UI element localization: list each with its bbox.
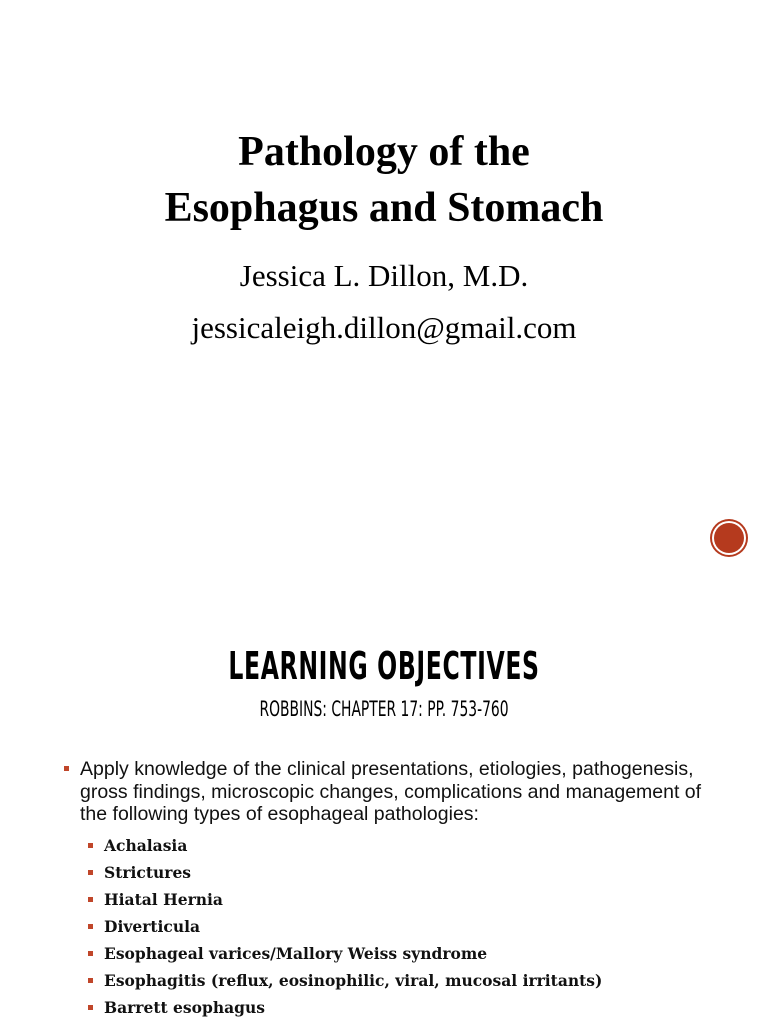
- topic-label: Esophageal varices/Mallory Weiss syndrome: [104, 943, 488, 963]
- list-item: [60, 967, 720, 994]
- topic-label: Diverticula: [104, 916, 201, 936]
- list-item: [60, 940, 720, 967]
- topic-label: Achalasia: [104, 835, 188, 855]
- objectives-subheading: ROBBINS: CHAPTER 17: PP. 753-760: [259, 697, 509, 721]
- square-bullet-icon: [88, 924, 93, 929]
- square-bullet-icon: [88, 843, 93, 848]
- square-bullet-icon: [88, 1005, 93, 1010]
- author-block: [0, 250, 768, 354]
- author-name: Jessica L. Dillon, M.D.: [239, 258, 529, 293]
- square-bullet-icon: [88, 897, 93, 902]
- list-item: [60, 913, 720, 940]
- square-bullet-icon: [88, 951, 93, 956]
- objective-text: Apply knowledge of the clinical presentations, etiologies, pathogenesis, gross findings, microscopic changes, complications and management of the following types of esophageal pathologies:: [80, 758, 702, 825]
- square-bullet-icon: [64, 766, 69, 771]
- square-bullet-icon: [88, 870, 93, 875]
- list-item: [60, 994, 720, 1021]
- topic-label: Hiatal Hernia: [104, 889, 223, 909]
- list-item: [60, 832, 720, 859]
- topic-list: [60, 832, 720, 1021]
- list-item: [60, 859, 720, 886]
- topic-label: Barrett esophagus: [104, 997, 265, 1017]
- title-line-1: Pathology of the: [238, 129, 530, 175]
- title-line-2: Esophagus and Stomach: [164, 185, 604, 231]
- presentation-title: [0, 124, 768, 236]
- circle-icon: [714, 523, 744, 553]
- objectives-heading: LEARNING OBJECTIVES: [228, 644, 540, 688]
- list-item: [60, 886, 720, 913]
- author-email: jessicaleigh.dillon@gmail.com: [191, 310, 577, 345]
- square-bullet-icon: [88, 978, 93, 983]
- objective-bullet: [60, 758, 720, 826]
- objectives-body: [60, 758, 720, 1021]
- topic-label: Esophagitis (reflux, eosinophilic, viral, mucosal irritants): [104, 970, 603, 990]
- objectives-slide: [0, 600, 768, 1024]
- topic-label: Strictures: [104, 862, 192, 882]
